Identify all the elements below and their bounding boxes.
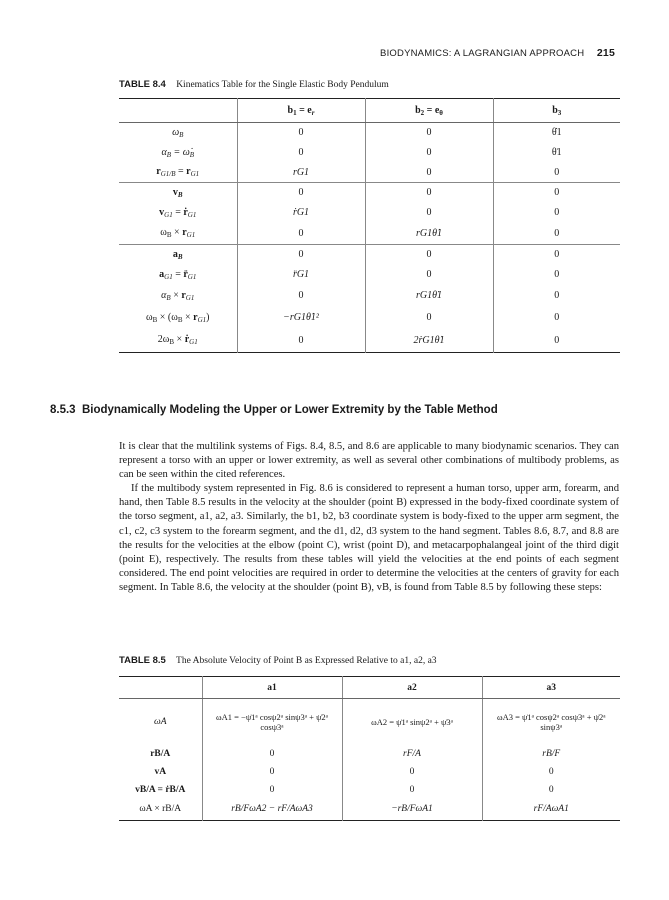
table-header-row <box>119 99 620 123</box>
table-caption: The Absolute Velocity of Point B as Expressed Relative to a1, a2, a3 <box>176 656 437 666</box>
cell: 0 <box>365 265 493 285</box>
cell: 0 <box>365 183 493 203</box>
section-heading <box>50 403 570 417</box>
cell: 0 <box>237 123 365 143</box>
table-row <box>119 223 620 245</box>
cell: rB/F <box>542 748 561 759</box>
cell: 2ṙG1θ̇1 <box>365 329 493 353</box>
row-label: vB/A = ṙB/A <box>119 781 202 799</box>
header-corner <box>119 99 237 123</box>
table-row <box>119 183 620 203</box>
header-b1: $b_1 = e_r$ <box>237 99 365 123</box>
row-label: $v_B$ <box>119 183 237 203</box>
cell: 0 <box>237 245 365 265</box>
cell: 0 <box>554 207 560 218</box>
table-row <box>119 763 620 781</box>
row-label: $a_B$ <box>119 245 237 265</box>
header-b2: $b_2 = e_\theta$ <box>365 99 493 123</box>
cell: rG1θ̈1 <box>365 285 493 307</box>
cell: 0 <box>237 183 365 203</box>
cell: −rB/FωA1 <box>342 799 482 821</box>
cell: 0 <box>237 329 365 353</box>
cell: 0 <box>365 143 493 163</box>
running-header <box>380 47 615 59</box>
cell: 0 <box>365 245 493 265</box>
cell: 0 <box>554 312 560 323</box>
row-label: $\omega_B \times (\omega_B \times r_{G1})$ <box>119 307 237 329</box>
header-a3: a3 <box>482 677 620 699</box>
cell: rG1θ̇1 <box>365 223 493 245</box>
cell: 0 <box>493 183 620 203</box>
cell: 0 <box>493 245 620 265</box>
table-row <box>119 285 620 307</box>
table-row <box>119 245 620 265</box>
cell: 0 <box>237 143 365 163</box>
table-row <box>119 781 620 799</box>
kinematics-table <box>119 98 620 353</box>
table-8-4-caption <box>119 79 389 90</box>
cell: 0 <box>548 766 554 777</box>
header-b3: $b_3$ <box>493 99 620 123</box>
row-label: $\alpha_B \times r_{G1}$ <box>119 285 237 307</box>
cell: rG1 <box>237 163 365 183</box>
cell: 0 <box>554 269 560 280</box>
cell: 0 <box>365 307 493 329</box>
table-row <box>119 799 620 821</box>
table-row <box>119 329 620 353</box>
table-8-5-caption <box>119 655 437 666</box>
cell: ωA3 = ψ̇1ᵃ cosψ2ᵃ cosψ3ᵃ + ψ̇2ᵃ sinψ3ᵃ <box>496 711 606 732</box>
row-label: ωA <box>119 699 202 745</box>
cell: r̈G1 <box>237 265 365 285</box>
paragraph: It is clear that the multilink systems of Figs. 8.4, 8.5, and 8.6 are applicable to many biodynamic scenarios. They can represent a torso with an upper or lower extremity, as well as several other combinations of multibody problems, as can be seen within the cited references. <box>119 441 619 481</box>
cell: 0 <box>202 763 342 781</box>
cell: 0 <box>365 123 493 143</box>
cell: ωA2 = ψ̇1ᵃ sinψ2ᵃ + ψ̇3ᵃ <box>342 699 482 745</box>
row-label: $r_{G1/B} = r_{G1}$ <box>119 163 237 183</box>
cell: 0 <box>554 166 560 178</box>
table-row <box>119 203 620 223</box>
row-label: $\omega_B \times r_{G1}$ <box>119 223 237 245</box>
cell: 0 <box>202 781 342 799</box>
cell: −rG1θ̇1² <box>237 307 365 329</box>
cell: θ̇1 <box>551 127 562 139</box>
cell: ωA1 = −ψ̇1ᵃ cosψ2ᵃ sinψ3ᵃ + ψ̇2ᵃ cosψ3ᵃ <box>202 699 342 745</box>
header-corner <box>119 677 202 699</box>
cell: 0 <box>554 227 560 239</box>
table-row <box>119 699 620 745</box>
row-label: $2\omega_B$ × ṙ$_{G1}$ <box>119 329 237 353</box>
table-header-row <box>119 677 620 699</box>
row-label: ωA × rB/A <box>119 799 202 821</box>
table-row <box>119 745 620 763</box>
cell: 0 <box>365 163 493 183</box>
body-text <box>119 440 619 595</box>
cell: rF/A <box>342 745 482 763</box>
table-row <box>119 123 620 143</box>
header-a2: a2 <box>342 677 482 699</box>
section-title: Biodynamically Modeling the Upper or Lower Extremity by the Table Method <box>81 404 498 416</box>
header-a1: a1 <box>202 677 342 699</box>
page-number: 215 <box>596 47 615 59</box>
table-row <box>119 163 620 183</box>
table-row <box>119 265 620 285</box>
table-label: TABLE 8.5 <box>119 655 166 666</box>
running-title: BIODYNAMICS: A LAGRANGIAN APPROACH <box>380 48 585 59</box>
cell: 0 <box>554 290 560 301</box>
table-row <box>119 307 620 329</box>
table-label: TABLE 8.4 <box>119 79 166 90</box>
cell: 0 <box>365 203 493 223</box>
table-caption: Kinematics Table for the Single Elastic Body Pendulum <box>176 80 389 90</box>
cell: 0 <box>342 763 482 781</box>
table-row <box>119 143 620 163</box>
row-label: $\omega_B$ <box>119 123 237 143</box>
row-label: $a_{G1}$ = $r̈_{G1}$ <box>119 265 237 285</box>
cell: 0 <box>342 781 482 799</box>
paragraph: If the multibody system represented in Fig. 8.6 is considered to represent a human torso, upper arm, forearm, and hand, then Table 8.5 results in the velocity at the shoulder (point B) expressed in the body-fixed coordinate system of the torso segment, a1, a2, a3. Similarly, the b1, b2, b3 coordinate system is body-fixed to the upper arm segment, the c1, c2, c3 system to the forearm segment, and the d1, d2, d3 system to the hand segment. Tables 8.6, 8.7, and 8.8 are the results for the velocities at the elbow (point C), wrist (point D), and metacarpophalangeal joint of the third digit (point E), respectively. The results from these tables will yield the velocities at the end points of each segment considered. The end point velocities are required in order to determine the velocities at the centers of gravity for each segment. In Table 8.6, the velocity at the shoulder (point B), vB, is found from Table 8.5 by following these steps: <box>119 483 619 593</box>
cell: 0 <box>548 784 554 795</box>
row-label: $\alpha_B$ = $\omegȧ_B$ <box>119 143 237 163</box>
cell: rF/AωA1 <box>533 804 569 815</box>
cell: 0 <box>237 223 365 245</box>
cell: rB/FωA2 − rF/AωA3 <box>202 799 342 821</box>
cell: 0 <box>554 334 560 346</box>
section-number: 8.5.3 <box>50 404 76 416</box>
cell: θ̈1 <box>551 147 562 158</box>
row-label: rB/A <box>119 745 202 763</box>
cell: 0 <box>237 285 365 307</box>
cell: ṙG1 <box>237 203 365 223</box>
row-label: vA <box>119 763 202 781</box>
row-label: $v_{G1}$ = ṙ$_{G1}$ <box>119 203 237 223</box>
cell: 0 <box>202 745 342 763</box>
velocity-table <box>119 676 620 821</box>
